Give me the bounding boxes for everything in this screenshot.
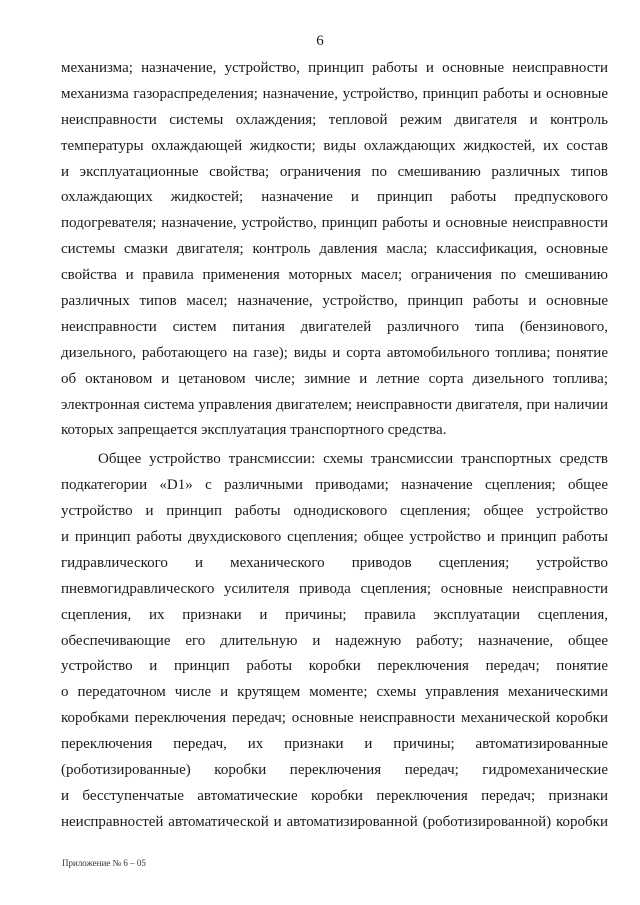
text-line: свойства и правила применения моторных масел; ограничения по смешиванию	[61, 267, 608, 284]
text-line: системы смазки двигателя; контроль давления масла; классификация, основные	[61, 241, 608, 258]
text-line: неисправности систем питания двигателей различного типа (бензинового,	[61, 318, 608, 335]
text-line: (роботизированные) коробки переключения передач; гидромеханические	[61, 762, 608, 779]
paragraph-transmission	[61, 447, 608, 835]
text-line: электронная система управления двигателем; неисправности двигателя, при наличии	[61, 396, 608, 413]
text-line: устройство и принцип работы коробки переключения передач; понятие	[61, 658, 608, 675]
text-line: механизма; назначение, устройство, принцип работы и основные неисправности	[61, 60, 608, 76]
text-line: охлаждающих жидкостей; назначение и принцип работы предпускового	[61, 189, 608, 206]
text-line: подогревателя; назначение, устройство, принцип работы и основные неисправности	[61, 215, 608, 232]
text-line: подкатегории «D1» с различными приводами; назначение сцепления; общее	[61, 477, 608, 494]
paragraph-engine-systems	[61, 56, 608, 444]
text-line: переключения передач, их признаки и причины; автоматизированные	[61, 736, 608, 753]
text-line: и бесступенчатые автоматические коробки переключения передач; признаки	[61, 787, 608, 804]
body-text	[61, 56, 608, 836]
text-line: различных типов масел; назначение, устройство, принцип работы и основные	[61, 293, 608, 310]
text-line: и принцип работы двухдискового сцепления; общее устройство и принцип работы	[61, 529, 608, 546]
footer-annex-label: Приложение № 6 – 05	[62, 858, 146, 868]
text-line: коробками переключения передач; основные неисправности механической коробки	[61, 710, 608, 727]
text-line: температуры охлаждающей жидкости; виды охлаждающих жидкостей, их состав	[61, 137, 608, 154]
text-line: неисправности системы охлаждения; тепловой режим двигателя и контроль	[61, 111, 608, 128]
text-line: пневмогидравлического усилителя привода сцепления; основные неисправности	[61, 580, 608, 597]
text-line: механизма газораспределения; назначение, устройство, принцип работы и основные	[61, 85, 608, 102]
text-line: о передаточном числе и крутящем моменте; схемы управления механическими	[61, 684, 608, 701]
page-number: 6	[316, 33, 324, 49]
text-line: Общее устройство трансмиссии: схемы трансмиссии транспортных средств	[98, 451, 608, 468]
text-line: сцепления, их признаки и причины; правила эксплуатации сцепления,	[61, 606, 608, 623]
text-line: гидравлического и механического приводов сцепления; устройство	[61, 554, 608, 571]
text-line: которых запрещается эксплуатация транспортного средства.	[61, 422, 447, 439]
text-line: обеспечивающие его длительную и надежную работу; назначение, общее	[61, 632, 608, 649]
text-line: и эксплуатационные свойства; ограничения по смешиванию различных типов	[61, 163, 608, 180]
text-line: неисправностей автоматической и автоматизированной (роботизированной) коробки	[61, 813, 608, 830]
text-line: устройство и принцип работы однодискового сцепления; общее устройство	[61, 503, 608, 520]
text-line: дизельного, работающего на газе); виды и сорта автомобильного топлива; понятие	[61, 344, 608, 361]
text-line: об октановом и цетановом числе; зимние и летние сорта дизельного топлива;	[61, 370, 608, 387]
